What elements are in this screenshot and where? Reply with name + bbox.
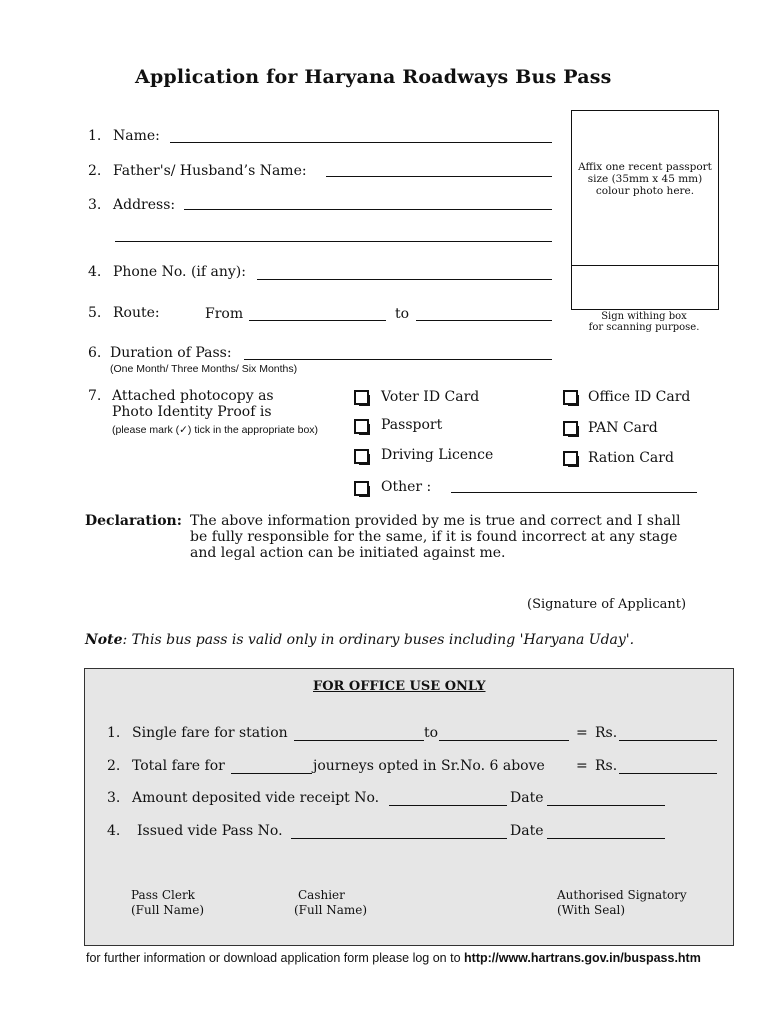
field-num-duration: 6. — [88, 345, 102, 361]
journeys-field[interactable] — [231, 773, 312, 774]
total-fare-eq: = — [576, 758, 588, 774]
field-num-address: 3. — [88, 197, 102, 213]
field-num-phone: 4. — [88, 264, 102, 280]
proof-hint: (please mark (✓) tick in the appropriate box) — [112, 424, 319, 436]
phone-field[interactable] — [257, 279, 552, 280]
note-text: : This bus pass is valid only in ordinary buses including 'Haryana Uday'. — [122, 632, 635, 648]
name-label: Name: — [113, 128, 160, 144]
photo-instructions: Affix one recent passport size (35mm x 45 mm) colour photo here. — [578, 161, 712, 197]
father-name-label: Father's/ Husband’s Name: — [113, 163, 307, 179]
driving-licence-label: Driving Licence — [381, 447, 494, 463]
name-field[interactable] — [170, 142, 552, 143]
photo-box — [571, 110, 719, 310]
ration-card-label: Ration Card — [588, 450, 674, 466]
pan-card-checkbox[interactable] — [563, 421, 578, 436]
authorised-signatory-sub: (With Seal) — [557, 903, 626, 917]
ration-card-checkbox[interactable] — [563, 451, 578, 466]
pass-no-field[interactable] — [291, 838, 507, 839]
receipt-no-field[interactable] — [389, 805, 507, 806]
receipt-date-label: Date — [510, 790, 544, 806]
sign-instruction-2: for scanning purpose. — [588, 322, 700, 333]
total-fare-rs: Rs. — [595, 758, 618, 774]
total-fare-amount-field[interactable] — [619, 773, 717, 774]
route-to-field[interactable] — [416, 320, 552, 321]
pass-clerk-title: Pass Clerk — [131, 888, 195, 902]
route-from-label: From — [205, 306, 244, 322]
signature-area-divider — [572, 265, 718, 266]
route-to-label: to — [395, 306, 410, 322]
office-row1-num: 1. — [107, 725, 121, 741]
pan-card-label: PAN Card — [588, 420, 658, 436]
authorised-signatory-title: Authorised Signatory — [557, 888, 687, 902]
page-title: Application for Haryana Roadways Bus Pass — [135, 66, 612, 88]
cashier-title: Cashier — [298, 888, 345, 902]
field-num-proof: 7. — [88, 388, 102, 404]
pass-no-label: Issued vide Pass No. — [137, 823, 283, 839]
passport-label: Passport — [381, 417, 443, 433]
office-use-panel — [84, 668, 734, 946]
pass-date-label: Date — [510, 823, 544, 839]
other-id-label: Other : — [381, 479, 432, 495]
single-fare-amount-field[interactable] — [619, 740, 717, 741]
proof-label-1: Attached photocopy as — [112, 388, 274, 404]
phone-label: Phone No. (if any): — [113, 264, 246, 280]
voter-id-checkbox[interactable] — [354, 390, 369, 405]
total-fare-label: Total fare for — [132, 758, 225, 774]
receipt-label: Amount deposited vide receipt No. — [132, 790, 380, 806]
father-name-field[interactable] — [326, 176, 552, 177]
pass-date-field[interactable] — [547, 838, 665, 839]
cashier-sub: (Full Name) — [294, 903, 368, 917]
field-num-father: 2. — [88, 163, 102, 179]
declaration-line-3: and legal action can be initiated against me. — [190, 545, 506, 561]
footer-text: for further information or download application form please log on to — [86, 951, 461, 965]
passport-checkbox[interactable] — [354, 419, 369, 434]
office-row3-num: 3. — [107, 790, 121, 806]
proof-label-2: Photo Identity Proof is — [112, 404, 272, 420]
footer-info — [86, 951, 701, 965]
office-row2-num: 2. — [107, 758, 121, 774]
single-fare-to: to — [424, 725, 439, 741]
driving-licence-checkbox[interactable] — [354, 449, 369, 464]
declaration-label: Declaration: — [85, 513, 182, 529]
applicant-signature: (Signature of Applicant) — [527, 597, 687, 612]
route-label: Route: — [113, 305, 160, 321]
station-to-field[interactable] — [439, 740, 569, 741]
duration-hint: (One Month/ Three Months/ Six Months) — [110, 363, 298, 375]
address-label: Address: — [113, 197, 176, 213]
duration-label: Duration of Pass: — [110, 345, 232, 361]
footer-url-link[interactable]: http://www.hartrans.gov.in/buspass.htm — [464, 951, 701, 965]
voter-id-label: Voter ID Card — [381, 389, 480, 405]
field-num-name: 1. — [88, 128, 102, 144]
total-fare-mid: journeys opted in Sr.No. 6 above — [313, 758, 545, 774]
declaration-line-2: be fully responsible for the same, if it is found incorrect at any stage — [190, 529, 678, 545]
single-fare-label: Single fare for station — [132, 725, 288, 741]
sign-instruction-1: Sign withing box — [601, 311, 687, 322]
single-fare-eq: = — [576, 725, 588, 741]
single-fare-rs: Rs. — [595, 725, 618, 741]
other-id-field[interactable] — [451, 492, 697, 493]
office-id-label: Office ID Card — [588, 389, 691, 405]
duration-field[interactable] — [244, 359, 552, 360]
pass-clerk-sub: (Full Name) — [131, 903, 205, 917]
route-from-field[interactable] — [249, 320, 386, 321]
address-field-line-1[interactable] — [184, 209, 552, 210]
address-field-line-2[interactable] — [115, 241, 552, 242]
receipt-date-field[interactable] — [547, 805, 665, 806]
other-id-checkbox[interactable] — [354, 481, 369, 496]
station-from-field[interactable] — [294, 740, 424, 741]
office-id-checkbox[interactable] — [563, 390, 578, 405]
field-num-route: 5. — [88, 305, 102, 321]
note-label: Note — [85, 632, 123, 648]
office-row4-num: 4. — [107, 823, 121, 839]
office-heading: FOR OFFICE USE ONLY — [313, 679, 486, 694]
declaration-line-1: The above information provided by me is true and correct and I shall — [190, 513, 681, 529]
